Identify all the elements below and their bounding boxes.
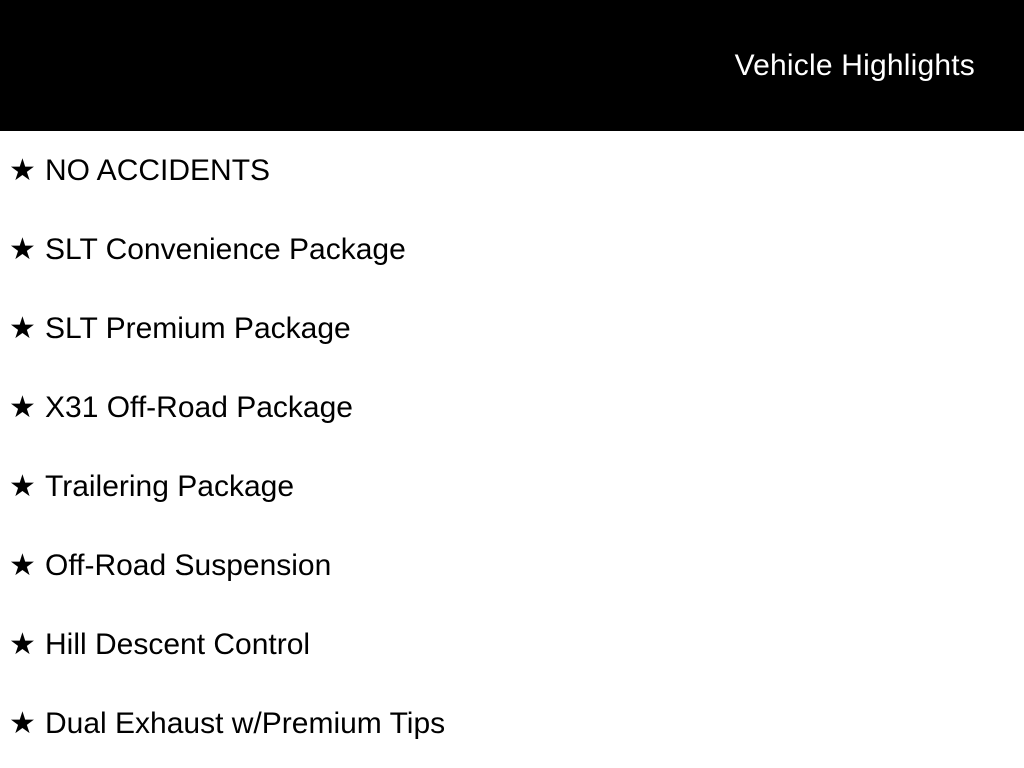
list-item — [0, 447, 1024, 526]
black-star-icon: ★ — [9, 232, 36, 266]
black-star-icon: ★ — [9, 469, 36, 503]
black-star-icon: ★ — [9, 548, 36, 582]
list-item — [0, 368, 1024, 447]
black-star-icon: ★ — [9, 627, 36, 661]
black-star-icon: ★ — [9, 390, 36, 424]
highlights-list — [0, 131, 1024, 763]
list-item — [0, 605, 1024, 684]
list-item-label: X31 Off-Road Package — [45, 390, 353, 424]
list-item-label: Trailering Package — [45, 469, 295, 503]
list-item-label: Dual Exhaust w/Premium Tips — [45, 706, 446, 740]
black-star-icon: ★ — [9, 706, 36, 740]
black-star-icon: ★ — [9, 311, 36, 345]
list-item-label: Off-Road Suspension — [45, 548, 332, 582]
list-item-label: Hill Descent Control — [45, 627, 311, 661]
list-item — [0, 131, 1024, 210]
list-item-label: NO ACCIDENTS — [45, 153, 271, 187]
page-title: Vehicle Highlights — [734, 48, 975, 82]
list-item — [0, 526, 1024, 605]
list-item — [0, 289, 1024, 368]
list-item — [0, 684, 1024, 763]
list-item-label: SLT Convenience Package — [45, 232, 406, 266]
header-bar — [0, 0, 1024, 131]
list-item — [0, 210, 1024, 289]
list-item-label: SLT Premium Package — [45, 311, 351, 345]
black-star-icon: ★ — [9, 153, 36, 187]
